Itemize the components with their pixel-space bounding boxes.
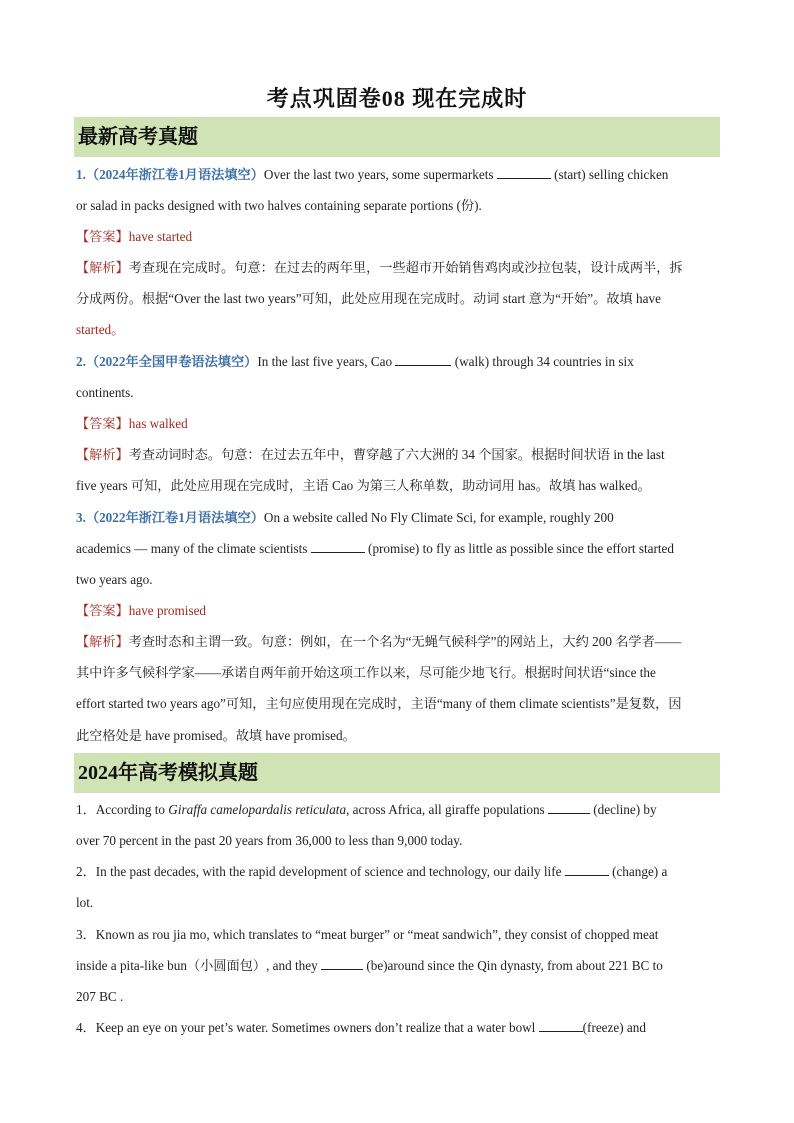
q1-analysis-3: started。 bbox=[76, 322, 125, 337]
answer-text: has walked bbox=[128, 416, 188, 431]
m1-line-1 bbox=[76, 800, 722, 820]
section-header-2024-mock: 2024年高考模拟真题 bbox=[74, 753, 720, 793]
q2-number: 2. bbox=[76, 354, 86, 369]
m1-species-name: Giraffa camelopardalis reticulata bbox=[168, 802, 347, 817]
m3-text: (be)around since the Qin dynasty, from about 221 BC to bbox=[363, 958, 663, 973]
analysis-label: 【解析】 bbox=[76, 447, 129, 462]
m1-text: (decline) by bbox=[589, 802, 657, 817]
q2-analysis-1 bbox=[76, 445, 722, 465]
m4-text: Keep an eye on your pet’s water. Sometimes owners don’t realize that a water bowl bbox=[95, 1020, 539, 1035]
m2-text: (change) a bbox=[608, 864, 668, 879]
analysis-text: 考查现在完成时。句意：在过去的两年里，一些超市开始销售鸡肉或沙拉包装，设计成两半，拆 bbox=[128, 260, 683, 275]
m2-line-1 bbox=[76, 862, 722, 882]
m2-number: 2． bbox=[76, 864, 96, 879]
q2-text: (walk) through 34 countries in six bbox=[451, 354, 634, 369]
answer-label: 【答案】 bbox=[76, 229, 129, 244]
q1-text: Over the last two years, some supermarkets bbox=[263, 167, 497, 182]
answer-label: 【答案】 bbox=[76, 416, 129, 431]
m3-blank[interactable] bbox=[321, 957, 363, 970]
m3-number: 3． bbox=[76, 927, 96, 942]
m3-text: Known as rou jia mo, which translates to “meat burger” or “meat sandwich”, they consist of chopped meat bbox=[95, 927, 659, 942]
q2-line-1 bbox=[76, 352, 722, 372]
q2-text: In the last five years, Cao bbox=[257, 354, 396, 369]
q3-analysis-2: 其中许多气候科学家——承诺自两年前开始这项工作以来，尽可能少地飞行。根据时间状语“since the bbox=[76, 665, 656, 680]
q2-blank[interactable] bbox=[395, 353, 451, 366]
m1-text: , across Africa, all giraffe populations bbox=[346, 802, 548, 817]
q2-analysis-2: five years 可知，此处应用现在完成时，主语 Cao 为第三人称单数，助动词用 has。故填 has walked。 bbox=[76, 478, 651, 493]
q3-line-2 bbox=[76, 539, 722, 559]
q3-number: 3. bbox=[76, 510, 86, 525]
q3-text: (promise) to fly as little as possible since the effort started bbox=[364, 541, 674, 556]
q1-blank[interactable] bbox=[497, 166, 551, 179]
q3-analysis-4: 此空格处是 have promised。故填 have promised。 bbox=[76, 728, 356, 743]
analysis-text: 考查动词时态。句意：在过去五年中，曹穿越了六大洲的 34 个国家。根据时间状语 in the last bbox=[128, 447, 665, 462]
m1-blank[interactable] bbox=[548, 801, 590, 814]
m2-line-2: lot. bbox=[76, 895, 94, 910]
answer-text: have promised bbox=[128, 603, 207, 618]
section-header-latest-gaokao: 最新高考真题 bbox=[74, 117, 720, 157]
answer-label: 【答案】 bbox=[76, 603, 129, 618]
q2-answer bbox=[76, 414, 722, 434]
q1-text: (start) selling chicken bbox=[550, 167, 669, 182]
q1-answer bbox=[76, 227, 722, 247]
q3-text: academics — many of the climate scientists bbox=[76, 541, 311, 556]
m4-number: 4． bbox=[76, 1020, 96, 1035]
q3-line-1 bbox=[76, 508, 722, 528]
m4-text: (freeze) and bbox=[582, 1020, 646, 1035]
q3-blank[interactable] bbox=[311, 540, 365, 553]
analysis-text: 考查时态和主谓一致。句意：例如，在一个名为“无蝇气候科学”的网站上，大约 200 名学者—— bbox=[128, 634, 682, 649]
q3-answer bbox=[76, 601, 722, 621]
q3-source: （2022年浙江卷1月语法填空） bbox=[85, 510, 264, 525]
q2-line-2: continents. bbox=[76, 385, 134, 400]
q1-number: 1. bbox=[76, 167, 86, 182]
q1-line-1 bbox=[76, 165, 722, 185]
m3-text: inside a pita-like bun（小圆面包）, and they bbox=[76, 958, 322, 973]
q1-analysis-1 bbox=[76, 258, 722, 278]
q1-source: （2024年浙江卷1月语法填空） bbox=[85, 167, 264, 182]
m4-line-1 bbox=[76, 1018, 722, 1038]
m1-text: According to bbox=[95, 802, 169, 817]
q2-source: （2022年全国甲卷语法填空） bbox=[85, 354, 258, 369]
q3-text: On a website called No Fly Climate Sci, for example, roughly 200 bbox=[263, 510, 614, 525]
m3-line-1 bbox=[76, 925, 722, 945]
q1-analysis-2: 分成两份。根据“Over the last two years”可知，此处应用现在完成时。动词 start 意为“开始”。故填 have bbox=[76, 291, 661, 306]
q3-line-3: two years ago. bbox=[76, 572, 153, 587]
m2-blank[interactable] bbox=[565, 863, 609, 876]
analysis-label: 【解析】 bbox=[76, 634, 129, 649]
m4-blank[interactable] bbox=[539, 1019, 583, 1032]
m1-number: 1． bbox=[76, 802, 96, 817]
q3-analysis-3: effort started two years ago”可知，主句应使用现在完成时，主语“many of them climate scientists”是复数，因 bbox=[76, 696, 682, 711]
page-title: 考点巩固卷08 现在完成时 bbox=[266, 86, 528, 111]
analysis-label: 【解析】 bbox=[76, 260, 129, 275]
q1-line-2: or salad in packs designed with two halves containing separate portions (份). bbox=[76, 198, 482, 213]
m3-line-3: 207 BC . bbox=[76, 989, 124, 1004]
q3-analysis-1 bbox=[76, 632, 722, 652]
m1-line-2: over 70 percent in the past 20 years from 36,000 to less than 9,000 today. bbox=[76, 833, 463, 848]
answer-text: have started bbox=[128, 229, 193, 244]
m3-line-2 bbox=[76, 956, 722, 976]
m2-text: In the past decades, with the rapid development of science and technology, our daily life bbox=[95, 864, 565, 879]
